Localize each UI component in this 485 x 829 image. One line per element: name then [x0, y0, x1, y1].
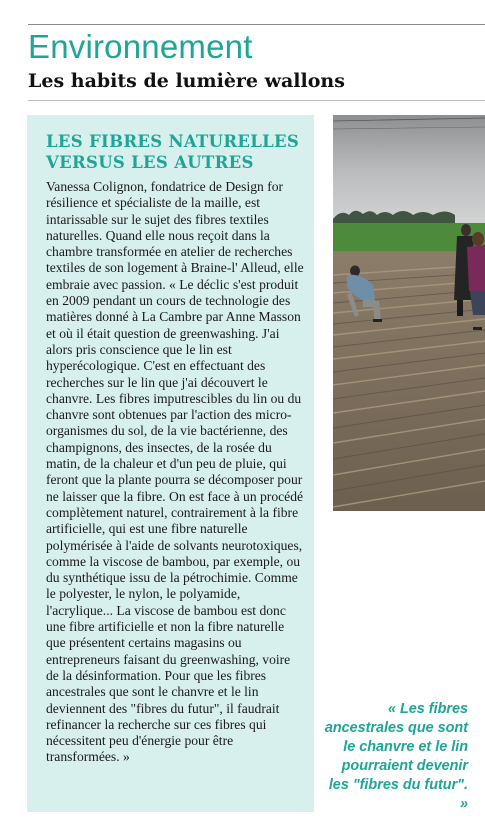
article-subtitle: Les habits de lumière wallons — [28, 70, 345, 92]
pull-quote: « Les fibres ancestrales que sont le chanvre et le lin pourraient devenir les "fibres du futur". » — [324, 701, 468, 812]
field-photo-illustration — [333, 115, 485, 511]
field-photo — [333, 115, 485, 511]
sidebar-box — [27, 115, 314, 812]
sidebar-body-text: Vanessa Colignon, fondatrice de Design for résilience et spécialiste de la maille, est intarissable sur le sujet des fibres textiles naturelles. Quand elle nous reçoit dans la chambre transformée en atelier de recherches textiles de son logement à Braine-l' Alleud, elle embraie avec passion. « Le déclic s'est produit en 2009 pendant un cours de technologie des matières donné à La Cambre par Anne Masson et où il était question de greenwashing. J'ai alors pris conscience que le lin est hyperécologique. C'est en effectuant des recherches sur le lin que j'ai découvert le chanvre. Les fibres imputrescibles du lin ou du chanvre sont obtenues par l'action des micro-organismes du sol, de la vie bactérienne, des champignons, des insectes, de la rosée du matin, de la chaleur et d'un peu de pluie, qui feront que la plante pourra se décomposer pour ne laisser que la fibre. On est face à un procédé complètement naturel, contrairement à la fibre artificielle, qui est une fibre naturelle polymérisée à l'aide de solvants neurotoxiques, comme la viscose de bambou, par exemple, ou du synthétique issu de la pétrochimie. Comme le polyester, le nylon, le polyamide, l'acrylique... La viscose de bambou est donc une fibre artificielle et non la fibre naturelle que présentent certains magasins ou entrepreneurs faisant du greenwashing, voire de la désinformation. Pour que les fibres ancestrales que sont le chanvre et le lin deviennent des "fibres du futur", il faudrait refinancer la recherche sur ces fibres qui nécessitent peu d'énergie pour être transformées. » — [46, 179, 304, 765]
sidebar-heading — [46, 131, 304, 173]
top-rule — [28, 24, 485, 25]
sidebar-heading-line-1: LES FIBRES NATURELLES — [46, 132, 300, 151]
sidebar-heading-line-2: VERSUS LES AUTRES — [46, 153, 254, 172]
subtitle-rule — [28, 100, 485, 101]
section-title: Environnement — [28, 28, 253, 65]
